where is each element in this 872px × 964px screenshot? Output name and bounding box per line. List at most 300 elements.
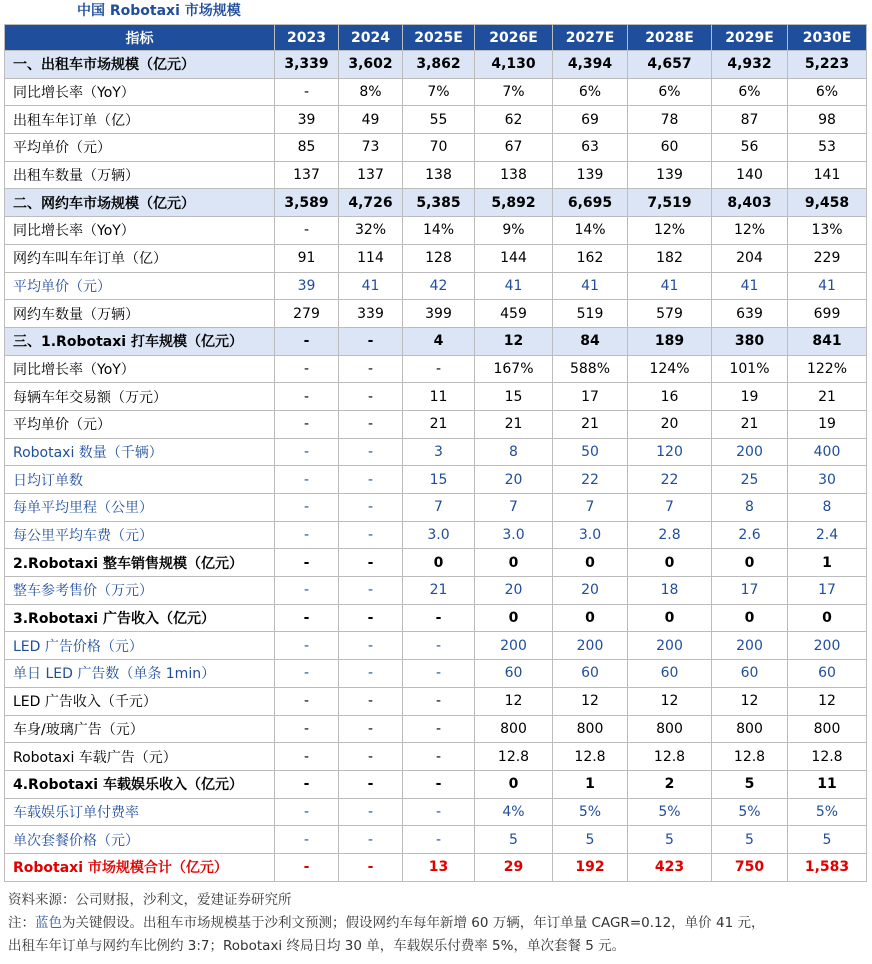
row-value: 120 (628, 438, 712, 466)
row-value: 8% (339, 78, 403, 106)
row-value: 19 (788, 410, 867, 438)
row-label: 日均订单数 (5, 466, 275, 494)
row-value: 21 (403, 577, 475, 605)
row-value: - (339, 521, 403, 549)
row-value: 423 (628, 853, 712, 881)
table-row (5, 743, 867, 771)
row-value: - (339, 604, 403, 632)
row-label: 出租车数量（万辆） (5, 161, 275, 189)
row-value: 87 (712, 106, 788, 134)
row-label: 平均单价（元） (5, 272, 275, 300)
row-value: - (403, 604, 475, 632)
row-value: - (403, 770, 475, 798)
total-row (5, 853, 867, 881)
section-row (5, 189, 867, 217)
table-row (5, 106, 867, 134)
row-value: - (339, 826, 403, 854)
row-label: 3.Robotaxi 广告收入（亿元） (5, 604, 275, 632)
row-value: 7 (403, 494, 475, 522)
row-value: 1 (788, 549, 867, 577)
row-value: 55 (403, 106, 475, 134)
row-value: 39 (275, 106, 339, 134)
row-value: 5 (712, 826, 788, 854)
row-value: 0 (553, 604, 628, 632)
row-value: 140 (712, 161, 788, 189)
row-label: 单次套餐价格（元） (5, 826, 275, 854)
row-value: 3.0 (553, 521, 628, 549)
row-value: 41 (475, 272, 553, 300)
row-value: 4,726 (339, 189, 403, 217)
row-value: 128 (403, 244, 475, 272)
table-row (5, 715, 867, 743)
row-value: - (339, 410, 403, 438)
row-value: - (275, 687, 339, 715)
row-value: - (275, 798, 339, 826)
table-row (5, 244, 867, 272)
row-value: 6% (788, 78, 867, 106)
row-value: - (275, 521, 339, 549)
row-value: 12.8 (788, 743, 867, 771)
table-row (5, 521, 867, 549)
table-row (5, 549, 867, 577)
row-value: 588% (553, 355, 628, 383)
row-value: 5 (788, 826, 867, 854)
row-value: 11 (403, 383, 475, 411)
row-value: - (403, 715, 475, 743)
row-label: 出租车年订单（亿） (5, 106, 275, 134)
row-value: 5% (712, 798, 788, 826)
row-value: 7,519 (628, 189, 712, 217)
row-value: 0 (712, 604, 788, 632)
row-value: 85 (275, 134, 339, 162)
table-row (5, 134, 867, 162)
row-value: - (275, 743, 339, 771)
row-value: 101% (712, 355, 788, 383)
row-value: 30 (788, 466, 867, 494)
row-value: 5 (628, 826, 712, 854)
row-value: 5 (553, 826, 628, 854)
row-value: 5% (788, 798, 867, 826)
row-value: - (275, 494, 339, 522)
row-value: 800 (712, 715, 788, 743)
row-value: - (339, 577, 403, 605)
table-row (5, 355, 867, 383)
row-value: - (403, 355, 475, 383)
row-label: 二、网约车市场规模（亿元） (5, 189, 275, 217)
row-value: - (275, 438, 339, 466)
row-value: 750 (712, 853, 788, 881)
page-title: 中国 Robotaxi 市场规模 (77, 3, 241, 19)
table-row (5, 383, 867, 411)
row-value: 49 (339, 106, 403, 134)
row-value: 200 (712, 438, 788, 466)
row-value: 4 (403, 327, 475, 355)
row-label: Robotaxi 车载广告（元） (5, 743, 275, 771)
row-value: 25 (712, 466, 788, 494)
row-value: 91 (275, 244, 339, 272)
market-size-table (4, 24, 867, 882)
row-value: 5% (628, 798, 712, 826)
row-value: - (275, 549, 339, 577)
row-label: 一、出租车市场规模（亿元） (5, 51, 275, 79)
row-value: 229 (788, 244, 867, 272)
row-label: 每辆车年交易额（万元） (5, 383, 275, 411)
row-label: 4.Robotaxi 车载娱乐收入（亿元） (5, 770, 275, 798)
row-value: 5,385 (403, 189, 475, 217)
row-label: LED 广告收入（千元） (5, 687, 275, 715)
row-value: 6% (553, 78, 628, 106)
row-value: 1,583 (788, 853, 867, 881)
row-value: 139 (628, 161, 712, 189)
row-value: 12% (628, 217, 712, 245)
row-value: 39 (275, 272, 339, 300)
row-label: 整车参考售价（万元） (5, 577, 275, 605)
row-value: 339 (339, 300, 403, 328)
row-label: 2.Robotaxi 整车销售规模（亿元） (5, 549, 275, 577)
row-value: 17 (712, 577, 788, 605)
table-row (5, 604, 867, 632)
row-value: 63 (553, 134, 628, 162)
row-value: 114 (339, 244, 403, 272)
row-label: 同比增长率（YoY） (5, 78, 275, 106)
row-value: - (403, 660, 475, 688)
row-value: 21 (553, 410, 628, 438)
row-value: 60 (553, 660, 628, 688)
row-value: 144 (475, 244, 553, 272)
row-value: 0 (475, 770, 553, 798)
row-value: 3 (403, 438, 475, 466)
row-value: 841 (788, 327, 867, 355)
row-value: 4,130 (475, 51, 553, 79)
row-value: - (339, 687, 403, 715)
row-label: 单日 LED 广告数（单条 1min） (5, 660, 275, 688)
row-label: Robotaxi 数量（千辆） (5, 438, 275, 466)
row-value: - (275, 410, 339, 438)
row-value: 167% (475, 355, 553, 383)
row-label: 同比增长率（YoY） (5, 217, 275, 245)
row-value: 12.8 (628, 743, 712, 771)
note-blue-keyword: 蓝色 (35, 915, 62, 931)
row-label: 每公里平均车费（元） (5, 521, 275, 549)
row-value: - (339, 383, 403, 411)
row-value: 8 (712, 494, 788, 522)
row-value: 3,339 (275, 51, 339, 79)
row-value: 124% (628, 355, 712, 383)
row-value: 8 (475, 438, 553, 466)
row-value: 4,657 (628, 51, 712, 79)
table-row (5, 217, 867, 245)
row-value: 138 (475, 161, 553, 189)
row-value: 200 (553, 632, 628, 660)
row-value: 182 (628, 244, 712, 272)
row-value: 60 (712, 660, 788, 688)
table-row (5, 660, 867, 688)
row-value: 9,458 (788, 189, 867, 217)
row-value: 14% (553, 217, 628, 245)
row-label: 车身/玻璃广告（元） (5, 715, 275, 743)
row-value: - (339, 355, 403, 383)
row-value: - (403, 826, 475, 854)
table-row (5, 826, 867, 854)
row-value: 98 (788, 106, 867, 134)
row-label: LED 广告价格（元） (5, 632, 275, 660)
section-row (5, 327, 867, 355)
row-label: 车载娱乐订单付费率 (5, 798, 275, 826)
table-row (5, 410, 867, 438)
row-value: 0 (628, 549, 712, 577)
row-value: 22 (553, 466, 628, 494)
header-year: 2028E (628, 25, 712, 51)
row-value: - (275, 78, 339, 106)
row-value: - (339, 327, 403, 355)
row-label: 网约车叫车年订单（亿） (5, 244, 275, 272)
row-value: 12.8 (553, 743, 628, 771)
row-value: 279 (275, 300, 339, 328)
row-value: 41 (553, 272, 628, 300)
table-row (5, 438, 867, 466)
row-value: 8 (788, 494, 867, 522)
row-value: 7% (403, 78, 475, 106)
row-value: 5 (712, 770, 788, 798)
row-value: 141 (788, 161, 867, 189)
row-value: 7 (628, 494, 712, 522)
row-value: 69 (553, 106, 628, 134)
header-year: 2030E (788, 25, 867, 51)
row-value: 6,695 (553, 189, 628, 217)
row-value: 0 (788, 604, 867, 632)
row-value: - (339, 743, 403, 771)
row-value: 380 (712, 327, 788, 355)
header-year: 2026E (475, 25, 553, 51)
source-note: 资料来源：公司财报，沙利文，爱建证券研究所 (8, 892, 292, 908)
header-year: 2029E (712, 25, 788, 51)
row-value: 6% (712, 78, 788, 106)
row-value: 20 (475, 466, 553, 494)
row-value: 800 (788, 715, 867, 743)
row-value: 13 (403, 853, 475, 881)
row-value: 12 (712, 687, 788, 715)
row-value: 21 (788, 383, 867, 411)
row-value: 1 (553, 770, 628, 798)
note-prefix: 注： (8, 915, 35, 931)
table-header-row (5, 25, 867, 51)
row-value: 17 (553, 383, 628, 411)
row-value: 41 (788, 272, 867, 300)
row-value: - (339, 798, 403, 826)
row-value: 67 (475, 134, 553, 162)
row-label: 网约车数量（万辆） (5, 300, 275, 328)
row-value: 12% (712, 217, 788, 245)
row-value: 22 (628, 466, 712, 494)
row-value: - (275, 383, 339, 411)
row-value: 3,862 (403, 51, 475, 79)
row-value: 162 (553, 244, 628, 272)
assumption-note-line2: 出租车年订单与网约车比例约 3:7；Robotaxi 终局日均 30 单，车载娱乐付费率 5%，单次套餐 5 元。 (8, 938, 626, 954)
row-value: 579 (628, 300, 712, 328)
row-value: 12.8 (475, 743, 553, 771)
row-value: 200 (475, 632, 553, 660)
row-value: 4,394 (553, 51, 628, 79)
row-value: 32% (339, 217, 403, 245)
row-value: 41 (628, 272, 712, 300)
row-value: 14% (403, 217, 475, 245)
row-value: - (403, 632, 475, 660)
row-value: 18 (628, 577, 712, 605)
row-value: 3.0 (403, 521, 475, 549)
row-value: 4% (475, 798, 553, 826)
row-value: 70 (403, 134, 475, 162)
row-value: 21 (475, 410, 553, 438)
row-value: 56 (712, 134, 788, 162)
row-value: 0 (403, 549, 475, 577)
row-value: - (339, 632, 403, 660)
row-value: 12 (628, 687, 712, 715)
row-value: 29 (475, 853, 553, 881)
row-value: 7 (553, 494, 628, 522)
row-value: - (275, 853, 339, 881)
row-value: - (275, 327, 339, 355)
row-value: 139 (553, 161, 628, 189)
row-value: - (339, 853, 403, 881)
row-value: 6% (628, 78, 712, 106)
row-value: 137 (275, 161, 339, 189)
table-row (5, 494, 867, 522)
row-value: 122% (788, 355, 867, 383)
row-value: 20 (553, 577, 628, 605)
row-value: 400 (788, 438, 867, 466)
row-value: 11 (788, 770, 867, 798)
row-value: 62 (475, 106, 553, 134)
table-row (5, 272, 867, 300)
row-value: 5% (553, 798, 628, 826)
table-row (5, 466, 867, 494)
row-value: 16 (628, 383, 712, 411)
header-year: 2024 (339, 25, 403, 51)
row-value: 200 (788, 632, 867, 660)
row-value: 60 (788, 660, 867, 688)
header-year: 2025E (403, 25, 475, 51)
row-value: 5,223 (788, 51, 867, 79)
row-value: - (275, 577, 339, 605)
row-value: - (275, 660, 339, 688)
row-value: 0 (475, 604, 553, 632)
row-value: - (275, 217, 339, 245)
row-value: 519 (553, 300, 628, 328)
row-value: 20 (628, 410, 712, 438)
row-value: 12 (475, 327, 553, 355)
row-value: 0 (475, 549, 553, 577)
row-value: 9% (475, 217, 553, 245)
row-value: 800 (553, 715, 628, 743)
row-value: - (275, 604, 339, 632)
row-value: - (403, 798, 475, 826)
row-value: - (339, 660, 403, 688)
header-year: 2027E (553, 25, 628, 51)
row-value: 20 (475, 577, 553, 605)
row-value: 2.4 (788, 521, 867, 549)
row-value: 3,589 (275, 189, 339, 217)
row-value: 192 (553, 853, 628, 881)
row-value: 12 (788, 687, 867, 715)
header-year: 2023 (275, 25, 339, 51)
row-value: - (275, 632, 339, 660)
row-label: 平均单价（元） (5, 134, 275, 162)
row-value: - (339, 438, 403, 466)
row-value: 12.8 (712, 743, 788, 771)
row-label: 三、1.Robotaxi 打车规模（亿元） (5, 327, 275, 355)
row-value: 12 (553, 687, 628, 715)
row-value: 5 (475, 826, 553, 854)
row-value: 639 (712, 300, 788, 328)
row-value: 60 (628, 134, 712, 162)
notes (8, 889, 868, 958)
row-value: 21 (712, 410, 788, 438)
table-row (5, 161, 867, 189)
row-value: 0 (712, 549, 788, 577)
row-value: - (403, 743, 475, 771)
row-value: 2.8 (628, 521, 712, 549)
note-text: 为关键假设。出租车市场规模基于沙利文预测；假设网约车每年新增 60 万辆，年订单量 CAGR=0.12，单价 41 元， (62, 915, 765, 931)
row-value: 8,403 (712, 189, 788, 217)
row-value: 41 (712, 272, 788, 300)
row-label: 同比增长率（YoY） (5, 355, 275, 383)
row-value: - (275, 466, 339, 494)
table-row (5, 798, 867, 826)
row-value: 189 (628, 327, 712, 355)
row-value: 800 (475, 715, 553, 743)
row-value: 5,892 (475, 189, 553, 217)
row-value: 200 (628, 632, 712, 660)
table-row (5, 577, 867, 605)
row-value: 15 (475, 383, 553, 411)
row-label: 每单平均里程（公里） (5, 494, 275, 522)
row-value: 13% (788, 217, 867, 245)
row-value: 4,932 (712, 51, 788, 79)
table-row (5, 632, 867, 660)
row-value: - (275, 826, 339, 854)
row-value: 0 (553, 549, 628, 577)
row-value: 15 (403, 466, 475, 494)
row-value: 50 (553, 438, 628, 466)
row-value: 21 (403, 410, 475, 438)
row-value: - (403, 687, 475, 715)
row-value: 17 (788, 577, 867, 605)
row-value: - (339, 770, 403, 798)
row-value: 200 (712, 632, 788, 660)
row-value: - (339, 549, 403, 577)
row-value: 42 (403, 272, 475, 300)
row-value: 3,602 (339, 51, 403, 79)
row-value: 12 (475, 687, 553, 715)
row-value: 0 (628, 604, 712, 632)
row-value: 60 (628, 660, 712, 688)
row-value: 73 (339, 134, 403, 162)
row-value: 138 (403, 161, 475, 189)
row-value: - (339, 466, 403, 494)
row-value: 78 (628, 106, 712, 134)
row-value: 7% (475, 78, 553, 106)
row-value: 204 (712, 244, 788, 272)
row-value: 7 (475, 494, 553, 522)
header-indicator: 指标 (5, 25, 275, 51)
row-value: 2 (628, 770, 712, 798)
row-value: 3.0 (475, 521, 553, 549)
row-value: 800 (628, 715, 712, 743)
row-value: 84 (553, 327, 628, 355)
table-row (5, 300, 867, 328)
row-value: - (339, 715, 403, 743)
row-value: 41 (339, 272, 403, 300)
